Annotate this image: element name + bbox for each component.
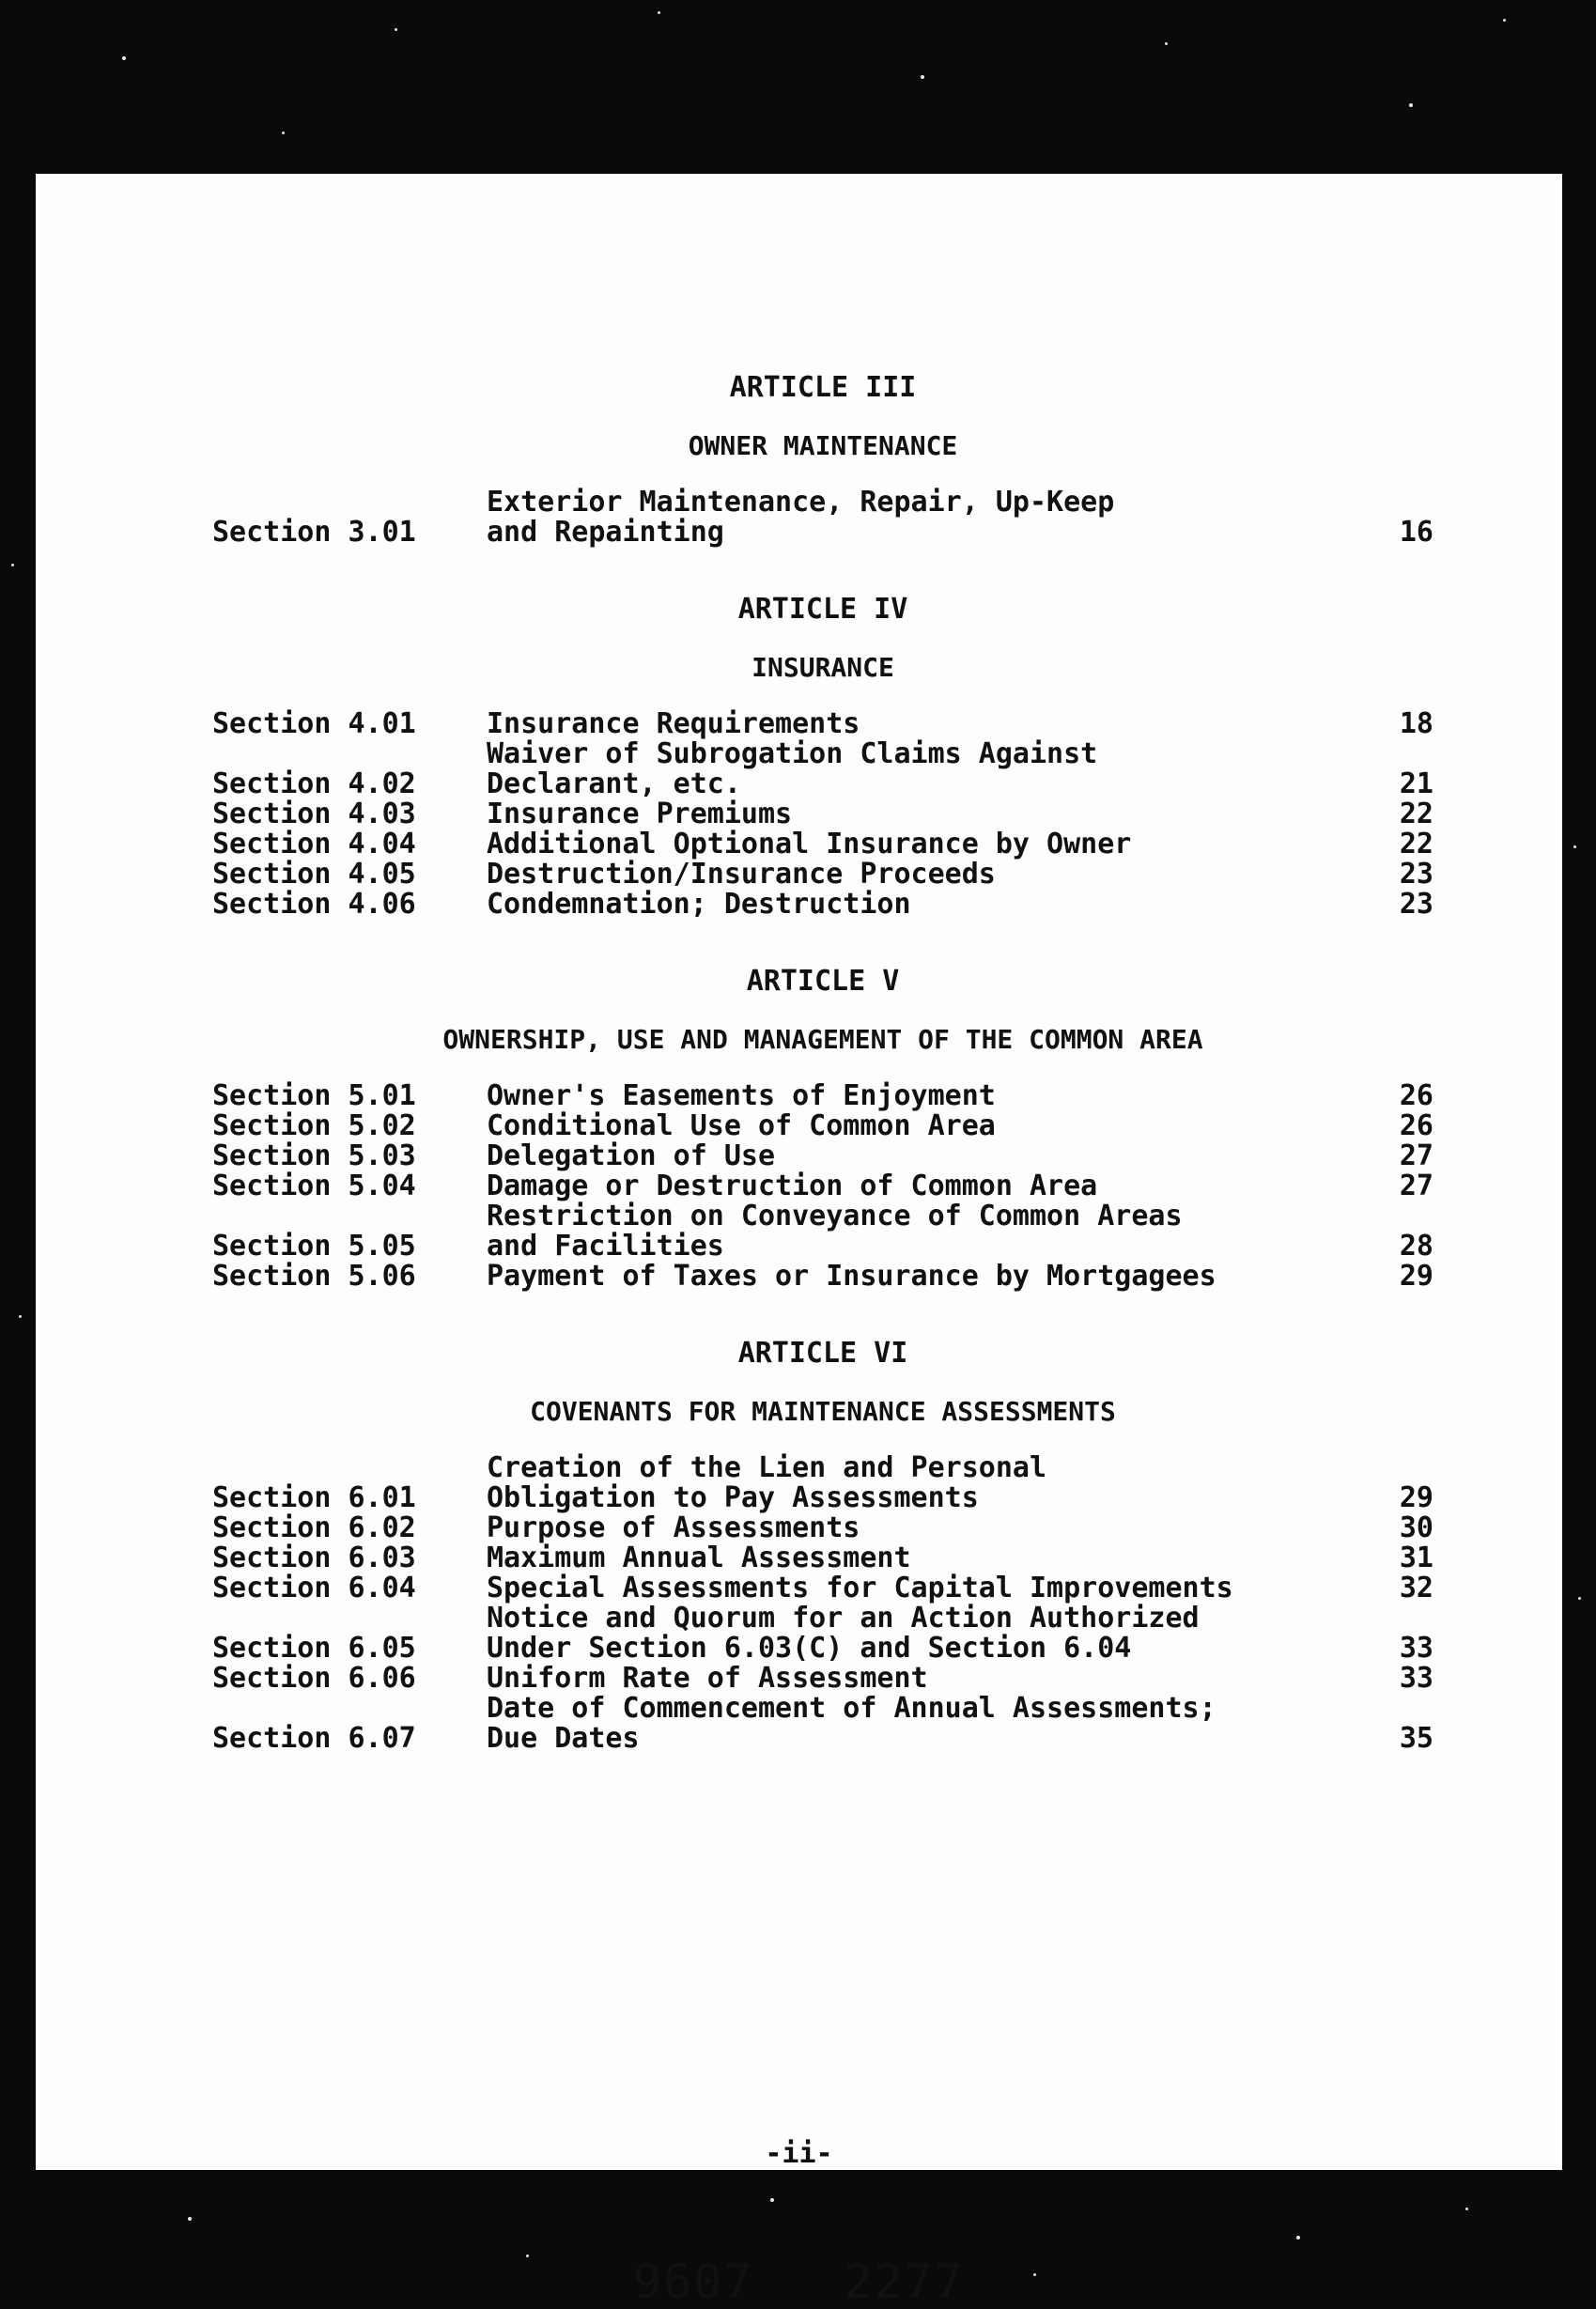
section-title: Creation of the Lien and Personal Obligation to Pay Assessments: [487, 1451, 1047, 1514]
section-number: Section 3.01: [212, 516, 416, 549]
section-title: Waiver of Subrogation Claims Against Declarant, etc.: [487, 737, 1098, 800]
section-page-number: 29: [1399, 1481, 1433, 1514]
section-title: Date of Commencement of Annual Assessments; Due Dates: [487, 1692, 1216, 1755]
section-page-number: 22: [1399, 828, 1433, 860]
section-page-number: 33: [1399, 1632, 1433, 1665]
toc-entry: [212, 890, 1433, 920]
toc-entry: [212, 860, 1433, 890]
toc-entry: [212, 488, 1433, 548]
section-page-number: 35: [1399, 1722, 1433, 1755]
section-number: Section 6.01: [212, 1481, 416, 1514]
section-title: Maximum Annual Assessment: [487, 1542, 911, 1574]
article-heading: ARTICLE IV: [737, 593, 908, 626]
section-number: Section 6.07: [212, 1722, 416, 1755]
section-number: Section 5.03: [212, 1139, 416, 1172]
section-page-number: 27: [1399, 1139, 1433, 1172]
section-title: Delegation of Use: [487, 1139, 776, 1172]
section-page-number: 29: [1399, 1260, 1433, 1293]
section-page-number: 26: [1399, 1079, 1433, 1112]
article-block: [212, 967, 1433, 1292]
toc-entry: [212, 739, 1433, 799]
section-page-number: 31: [1399, 1542, 1433, 1574]
section-title: Exterior Maintenance, Repair, Up-Keep and Repainting: [487, 486, 1115, 549]
section-title: Owner's Easements of Enjoyment: [487, 1079, 996, 1112]
section-page-number: 32: [1399, 1572, 1433, 1604]
article-title: OWNER MAINTENANCE: [688, 430, 958, 461]
document-stamp-number: [36, 2255, 1562, 2309]
section-number: Section 4.02: [212, 767, 416, 800]
toc-entry: [212, 1081, 1433, 1111]
section-number: Section 5.05: [212, 1230, 416, 1263]
section-title: Damage or Destruction of Common Area: [487, 1170, 1098, 1202]
section-number: Section 6.04: [212, 1572, 416, 1604]
section-number: Section 4.01: [212, 707, 416, 740]
toc-entry: [212, 1604, 1433, 1664]
section-title: Insurance Requirements: [487, 707, 860, 740]
section-title: Restriction on Conveyance of Common Areas and Facilities: [487, 1200, 1183, 1263]
section-title: Conditional Use of Common Area: [487, 1109, 996, 1142]
section-number: Section 6.06: [212, 1662, 416, 1695]
toc-entry: [212, 1262, 1433, 1292]
section-title: Insurance Premiums: [487, 798, 793, 830]
section-number: Section 5.01: [212, 1079, 416, 1112]
section-page-number: 33: [1399, 1662, 1433, 1695]
toc-entry: [212, 1171, 1433, 1201]
article-heading: ARTICLE III: [729, 371, 917, 404]
section-page-number: 21: [1399, 767, 1433, 800]
stamp-number-right: 2277: [844, 2255, 965, 2309]
article-title: COVENANTS FOR MAINTENANCE ASSESSMENTS: [530, 1396, 1116, 1427]
section-page-number: 18: [1399, 707, 1433, 740]
section-title: Uniform Rate of Assessment: [487, 1662, 928, 1695]
section-number: Section 6.03: [212, 1542, 416, 1574]
article-title: OWNERSHIP, USE AND MANAGEMENT OF THE COMMON AREA: [442, 1024, 1203, 1055]
section-page-number: 23: [1399, 888, 1433, 921]
section-page-number: 28: [1399, 1230, 1433, 1263]
toc-entry: [212, 1111, 1433, 1141]
section-number: Section 4.03: [212, 798, 416, 830]
article-block: [212, 595, 1433, 920]
section-page-number: 23: [1399, 858, 1433, 891]
table-of-contents: [212, 373, 1433, 1801]
section-number: Section 5.02: [212, 1109, 416, 1142]
section-number: Section 4.05: [212, 858, 416, 891]
section-title: Condemnation; Destruction: [487, 888, 911, 921]
toc-entry: [212, 1664, 1433, 1694]
section-number: Section 4.06: [212, 888, 416, 921]
toc-entry: [212, 799, 1433, 829]
toc-entry: [212, 1694, 1433, 1754]
toc-entry: [212, 1513, 1433, 1543]
toc-entry: [212, 829, 1433, 860]
toc-entry: [212, 1453, 1433, 1513]
section-title: Payment of Taxes or Insurance by Mortgagees: [487, 1260, 1216, 1293]
section-number: Section 5.06: [212, 1260, 416, 1293]
article-heading: ARTICLE V: [746, 965, 900, 998]
section-page-number: 26: [1399, 1109, 1433, 1142]
section-title: Notice and Quorum for an Action Authorized Under Section 6.03(C) and Section 6.04: [487, 1602, 1200, 1665]
toc-entry: [212, 1573, 1433, 1604]
section-page-number: 22: [1399, 798, 1433, 830]
stamp-number-left: 9607: [633, 2255, 754, 2309]
article-heading: ARTICLE VI: [737, 1337, 908, 1370]
toc-entry: [212, 709, 1433, 739]
section-title: Purpose of Assessments: [487, 1511, 860, 1544]
document-page: [36, 174, 1562, 2309]
section-number: Section 5.04: [212, 1170, 416, 1202]
section-number: Section 6.05: [212, 1632, 416, 1665]
article-block: [212, 1339, 1433, 1754]
section-title: Destruction/Insurance Proceeds: [487, 858, 996, 891]
article-title: INSURANCE: [752, 652, 894, 683]
section-number: Section 6.02: [212, 1511, 416, 1544]
page-number: -ii-: [765, 2137, 833, 2170]
toc-entry: [212, 1141, 1433, 1171]
section-page-number: 30: [1399, 1511, 1433, 1544]
section-page-number: 27: [1399, 1170, 1433, 1202]
section-number: Section 4.04: [212, 828, 416, 860]
toc-entry: [212, 1543, 1433, 1573]
section-page-number: 16: [1399, 516, 1433, 549]
section-title: Additional Optional Insurance by Owner: [487, 828, 1132, 860]
toc-entry: [212, 1201, 1433, 1262]
section-title: Special Assessments for Capital Improvements: [487, 1572, 1233, 1604]
article-block: [212, 373, 1433, 548]
